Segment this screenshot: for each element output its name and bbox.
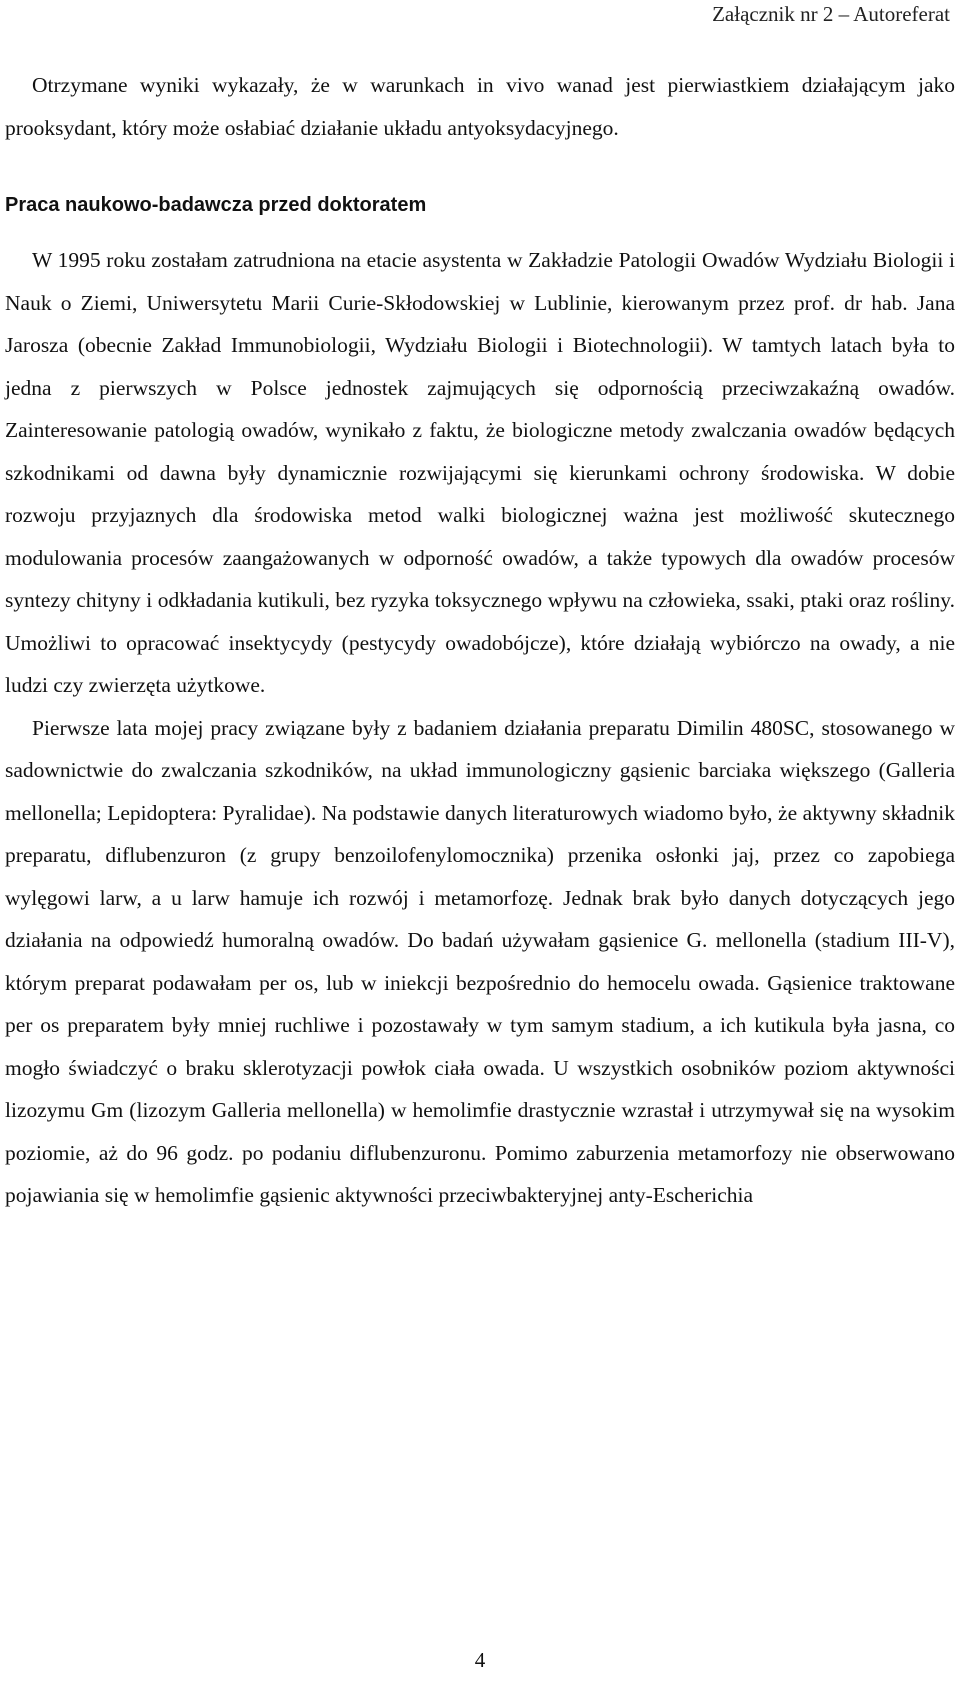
body-paragraph-2: Pierwsze lata mojej pracy związane były z badaniem działania preparatu Dimilin 480SC, stosowanego w sadownictwie do zwalczania szkodników, na układ immunologiczny gąsienic barciaka większego (Galleria mellonella; Lepidoptera: Pyralidae). Na podstawie danych literaturowych wiadomo było, że aktywny składnik preparatu, diflubenzuron (z grupy benzoilofenylomocznika) przenika osłonki jaj, przez co zapobiega wylęgowi larw, a u larw hamuje ich rozwój i metamorfozę. Jednak brak było danych dotyczących jego działania na odpowiedź humoralną owadów. Do badań używałam gąsienice G. mellonella (stadium III-V), którym preparat podawałam per os, lub w iniekcji bezpośrednio do hemocelu owada. Gąsienice traktowane per os preparatem były mniej ruchliwe i pozostawały w tym samym stadium, a ich kutikula była jasna, co mogło świadczyć o braku sklerotyzacji powłok ciała owada. U wszystkich osobników poziom aktywności lizozymu Gm (lizozym Galleria mellonella) w hemolimfie drastycznie wzrastał i utrzymywał się na wysokim poziomie, aż do 96 godz. po podaniu diflubenzuronu. Pomimo zaburzenia metamorfozy nie obserwowano pojawiania się w hemolimfie gąsienic aktywności przeciwbakteryjnej anty-Escherichia bbox=[5, 715, 955, 1207]
page-number: 4 bbox=[474, 1648, 486, 1672]
section-heading: Praca naukowo-badawcza przed doktoratem bbox=[5, 194, 427, 216]
intro-paragraph: Otrzymane wyniki wykazały, że w warunkach in vivo wanad jest pierwiastkiem działającym jako prooksydant, który może osłabiać działanie układu antyoksydacyjnego. bbox=[5, 73, 955, 140]
document-header: Załącznik nr 2 – Autoreferat bbox=[712, 2, 950, 26]
document-body bbox=[5, 64, 955, 1217]
body-paragraph-1: W 1995 roku zostałam zatrudniona na etacie asystenta w Zakładzie Patologii Owadów Wydziału Biologii i Nauk o Ziemi, Uniwersytetu Marii Curie-Skłodowskiej w Lublinie, kierowanym przez prof. dr hab. Jana Jarosza (obecnie Zakład Immunobiologii, Wydziału Biologii i Biotechnologii). W tamtych latach była to jedna z pierwszych w Polsce jednostek zajmujących się odpornością przeciwzakaźną owadów. Zainteresowanie patologią owadów, wynikało z faktu, że biologiczne metody zwalczania owadów będących szkodnikami od dawna były dynamicznie rozwijającymi się kierunkami ochrony środowiska. W dobie rozwoju przyjaznych dla środowiska metod walki biologicznej ważna jest możliwość skutecznego modulowania procesów zaangażowanych w odporność owadów, a także typowych dla owadów procesów syntezy chityny i odkładania kutikuli, bez ryzyka toksycznego wpływu na człowieka, ssaki, ptaki oraz rośliny. Umożliwi to opracować insektycydy (pestycydy owadobójcze), które działają wybiórczo na owady, a nie ludzi czy zwierzęta użytkowe. bbox=[5, 248, 955, 697]
